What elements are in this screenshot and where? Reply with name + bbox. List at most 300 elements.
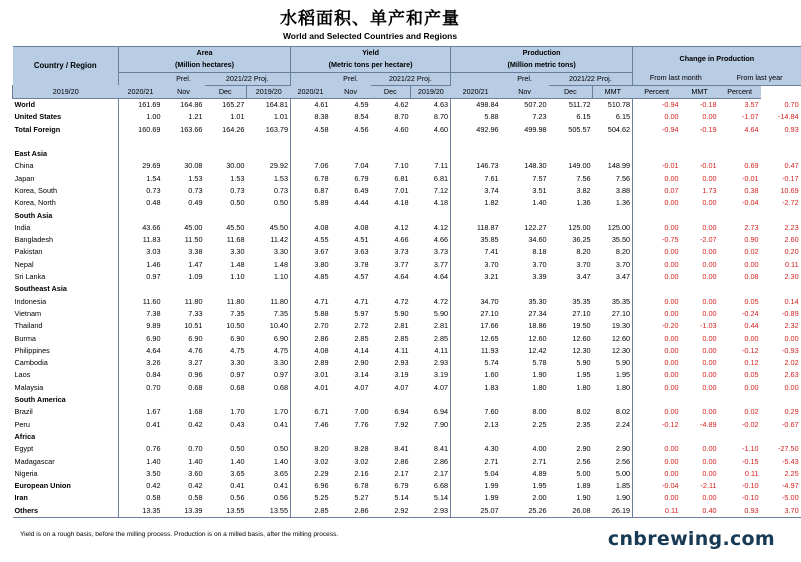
cell-value: 3.19 — [394, 370, 409, 380]
cell-value: -14.84 — [777, 112, 799, 122]
cell-value: 7.35 — [230, 308, 245, 318]
col-header-year: 2019/20 — [247, 85, 291, 98]
cell-value: 2.71 — [532, 456, 547, 466]
cell-value: 1.95 — [615, 370, 631, 380]
cell-value: 0.44 — [744, 321, 759, 331]
cell-value: 1.82 — [451, 197, 501, 209]
cell-value: 2.56 — [615, 456, 631, 466]
cell-value: 0.50 — [230, 198, 245, 208]
rice-data-table — [12, 46, 801, 518]
country-label: Japan — [14, 173, 35, 183]
cell-value: 0.97 — [273, 370, 289, 380]
cell-value: 0.00 — [633, 246, 681, 258]
cell-value: 1.36 — [576, 198, 591, 208]
country-label: Laos — [14, 370, 31, 380]
col-header-percent: Percent — [719, 85, 761, 98]
col-header-yield-unit: (Metric tons per hectare) — [291, 59, 451, 72]
cell-value: 0.50 — [273, 444, 289, 454]
cell-value: 4.08 — [354, 222, 369, 232]
cell-value: 0.47 — [784, 161, 799, 171]
cell-value: 0.58 — [119, 492, 163, 504]
cell-value: 3.27 — [188, 358, 203, 368]
cell-value: 0.41 — [273, 481, 289, 491]
cell-value: 0.00 — [702, 173, 717, 183]
cell-value: 45.50 — [226, 222, 245, 232]
cell-value: 3.65 — [230, 468, 245, 478]
cell-value: 0.93 — [784, 124, 799, 134]
cell-value: 2.89 — [291, 357, 331, 369]
country-label: Bangladesh — [14, 235, 54, 245]
table-row — [13, 419, 801, 431]
cell-value: 3.78 — [354, 259, 369, 269]
cell-value: 4.01 — [291, 382, 331, 394]
cell-value: 2.85 — [433, 333, 449, 343]
cell-value: 163.79 — [265, 124, 289, 134]
cell-value: 0.68 — [188, 382, 203, 392]
table-row — [13, 185, 801, 197]
cell-value: 11.83 — [119, 234, 163, 246]
cell-value: 3.77 — [433, 259, 449, 269]
cell-value: 4.56 — [354, 124, 369, 134]
cell-value: 3.19 — [433, 370, 449, 380]
cell-value: 0.48 — [119, 197, 163, 209]
table-row — [13, 492, 801, 504]
cell-value: 2.25 — [784, 468, 799, 478]
cell-value: 3.74 — [451, 185, 501, 197]
cell-value: 2.85 — [394, 333, 409, 343]
cell-value: 2.72 — [354, 321, 369, 331]
country-label: Sri Lanka — [14, 272, 46, 282]
cell-value: 4.64 — [119, 345, 163, 357]
cell-value: 164.86 — [180, 100, 203, 110]
cell-value: 5.88 — [291, 308, 331, 320]
cell-value: 1.89 — [576, 481, 591, 491]
cell-value: 18.86 — [528, 321, 547, 331]
cell-value: 1.53 — [273, 173, 289, 183]
cell-value: 4.76 — [188, 345, 203, 355]
cell-value: 3.51 — [532, 185, 547, 195]
cell-value: 4.57 — [354, 272, 369, 282]
cell-value: 2.93 — [433, 358, 449, 368]
cell-value: 6.94 — [394, 407, 409, 417]
table-row — [13, 345, 801, 357]
cell-value: 25.26 — [501, 505, 549, 518]
cell-value: 27.10 — [572, 308, 591, 318]
cell-value: 17.66 — [451, 320, 501, 332]
cell-value: 2.92 — [371, 505, 411, 518]
cell-value: 8.00 — [532, 407, 547, 417]
cell-value: 30.08 — [184, 161, 203, 171]
table-row — [13, 296, 801, 308]
cell-value: -0.19 — [699, 124, 717, 134]
cell-value: 0.00 — [702, 308, 717, 318]
cell-value: 2.23 — [784, 222, 799, 232]
cell-value: 1.40 — [119, 456, 163, 468]
cell-value: 3.38 — [188, 247, 203, 257]
cell-value: 2.86 — [291, 333, 331, 345]
cell-value: 8.41 — [433, 444, 449, 454]
cell-value: 1.09 — [188, 272, 203, 282]
cell-value: 2.32 — [784, 321, 799, 331]
cell-value: 6.15 — [615, 112, 631, 122]
cell-value: 0.29 — [784, 407, 799, 417]
table-row — [13, 234, 801, 246]
cell-value: 5.97 — [354, 308, 369, 318]
cell-value: 0.00 — [744, 259, 759, 269]
table-row — [13, 160, 801, 172]
col-header-prel: Prel. — [331, 72, 371, 85]
table-row — [13, 173, 801, 185]
col-header-production-unit: (Million metric tons) — [451, 59, 633, 72]
col-header-proj: 2021/22 Proj. — [205, 72, 291, 85]
cell-value: 1.40 — [532, 198, 547, 208]
cell-value: 0.05 — [744, 296, 759, 306]
cell-value: 3.67 — [291, 246, 331, 258]
cell-value: -0.89 — [782, 308, 799, 318]
cell-value: 4.55 — [291, 234, 331, 246]
cell-value: 7.06 — [291, 160, 331, 172]
cell-value: 7.01 — [394, 185, 409, 195]
cell-value: -0.02 — [741, 419, 759, 429]
cell-value: 0.69 — [744, 161, 759, 171]
cell-value: 1.40 — [273, 456, 289, 466]
table-row — [13, 259, 801, 271]
cell-value: 35.50 — [611, 235, 631, 245]
table-row — [13, 333, 801, 345]
cell-value: 7.23 — [532, 112, 547, 122]
cell-value: 4.07 — [394, 382, 409, 392]
cell-value: 125.00 — [568, 222, 591, 232]
cell-value: 149.00 — [568, 161, 591, 171]
cell-value: 29.92 — [269, 161, 289, 171]
cell-value: 0.40 — [681, 505, 719, 518]
col-header-yield: Yield — [291, 47, 451, 60]
country-label: Nigeria — [14, 468, 38, 478]
cell-value: 5.88 — [451, 111, 501, 123]
cell-value: 0.73 — [230, 185, 245, 195]
table-row — [13, 246, 801, 258]
cell-value: 12.30 — [611, 345, 631, 355]
cell-value: 1.90 — [532, 370, 547, 380]
cell-value: 3.77 — [394, 259, 409, 269]
cell-value: 7.12 — [433, 185, 449, 195]
cell-value: 0.00 — [633, 357, 681, 369]
cell-value: 6.81 — [394, 173, 409, 183]
cell-value: 4.66 — [433, 235, 449, 245]
cell-value: 7.92 — [394, 419, 409, 429]
cell-value: 507.20 — [524, 100, 547, 110]
cell-value: 45.00 — [184, 222, 203, 232]
cell-value: 2.17 — [433, 468, 449, 478]
table-body — [13, 99, 801, 518]
cell-value: 1.21 — [188, 112, 203, 122]
cell-value: 6.78 — [291, 173, 331, 185]
cell-value: 13.55 — [205, 505, 247, 518]
cell-value: 0.00 — [633, 382, 681, 394]
cell-value: 0.00 — [784, 382, 799, 392]
cell-value: 0.00 — [702, 272, 717, 282]
cell-value: 4.61 — [291, 99, 331, 112]
cell-value: 13.39 — [163, 505, 205, 518]
region-row — [13, 394, 801, 406]
cell-value: 6.49 — [354, 185, 369, 195]
country-label: Iran — [14, 493, 28, 503]
cell-value: 0.00 — [633, 406, 681, 418]
cell-value: 0.12 — [744, 358, 759, 368]
cell-value: 0.70 — [188, 444, 203, 454]
col-header-nov: Nov — [331, 85, 371, 98]
cell-value: 1.68 — [188, 407, 203, 417]
page-subtitle: World and Selected Countries and Regions — [282, 31, 458, 41]
cell-value: 5.90 — [615, 358, 631, 368]
cell-value: 6.90 — [119, 333, 163, 345]
cell-value: 2.24 — [615, 419, 631, 429]
cell-value: 3.70 — [532, 259, 547, 269]
col-header-dec: Dec — [549, 85, 593, 98]
cell-value: 4.30 — [451, 443, 501, 455]
cell-value: 0.00 — [702, 296, 717, 306]
cell-value: 1.85 — [615, 481, 631, 491]
cell-value: 5.04 — [451, 468, 501, 480]
table-row — [13, 124, 801, 136]
cell-value: 4.44 — [354, 198, 369, 208]
cell-value: 4.64 — [394, 272, 409, 282]
page-title: 水稻面积、单产和产量 — [280, 9, 460, 29]
cell-value: 4.64 — [433, 272, 449, 282]
col-header-from-year: From last year — [719, 72, 801, 85]
cell-value: 2.00 — [532, 493, 547, 503]
cell-value: 4.58 — [291, 124, 331, 136]
cell-value: 11.68 — [226, 235, 245, 245]
table-row — [13, 443, 801, 455]
country-label: United States — [14, 112, 62, 122]
region-row — [13, 148, 801, 160]
cell-value: 0.76 — [119, 443, 163, 455]
region-row — [13, 210, 801, 222]
cell-value: 26.19 — [593, 505, 633, 518]
cell-value: 1.90 — [615, 493, 631, 503]
cell-value: 161.69 — [119, 99, 163, 112]
cell-value: 0.41 — [273, 419, 289, 429]
cell-value: 12.60 — [611, 333, 631, 343]
cell-value: 6.90 — [188, 333, 203, 343]
cell-value: -27.50 — [777, 444, 799, 454]
cell-value: -0.67 — [782, 419, 799, 429]
cell-value: 7.11 — [434, 161, 449, 171]
cell-value: 0.50 — [273, 198, 289, 208]
cell-value: 0.42 — [119, 480, 163, 492]
cell-value: 2.90 — [354, 358, 369, 368]
region-label: South Asia — [14, 210, 53, 220]
cell-value: 1.36 — [615, 198, 631, 208]
country-label: Cambodia — [14, 358, 48, 368]
cell-value: 3.01 — [291, 369, 331, 381]
cell-value: 4.63 — [433, 100, 449, 110]
cell-value: 4.11 — [434, 345, 449, 355]
cell-value: 11.42 — [270, 235, 289, 245]
cell-value: 0.00 — [702, 468, 717, 478]
cell-value: 0.00 — [633, 333, 681, 345]
cell-value: 0.73 — [188, 185, 203, 195]
cell-value: 0.41 — [119, 419, 163, 431]
cell-value: 3.70 — [615, 259, 631, 269]
cell-value: 1.47 — [188, 259, 203, 269]
cell-value: 26.08 — [549, 505, 593, 518]
country-label: India — [14, 222, 31, 232]
col-header-area: Area — [119, 47, 291, 60]
country-label: European Union — [14, 481, 71, 491]
cell-value: -0.12 — [741, 345, 759, 355]
cell-value: 12.60 — [572, 333, 591, 343]
cell-value: 7.38 — [119, 308, 163, 320]
col-header-proj: 2021/22 Proj. — [549, 72, 633, 85]
cell-value: 4.59 — [354, 100, 369, 110]
table-row — [13, 382, 801, 394]
cell-value: 0.97 — [119, 271, 163, 283]
cell-value: 0.08 — [744, 272, 759, 282]
col-header-prel: Prel. — [501, 72, 549, 85]
cell-value: -5.00 — [782, 493, 799, 503]
country-label: Malaysia — [14, 382, 44, 392]
cell-value: 1.48 — [230, 259, 245, 269]
cell-value: 5.78 — [532, 358, 547, 368]
cell-value: 36.25 — [572, 235, 591, 245]
cell-value: 11.80 — [270, 296, 289, 306]
cell-value: 2.85 — [354, 333, 369, 343]
cell-value: 2.29 — [291, 468, 331, 480]
cell-value: 7.76 — [354, 419, 369, 429]
cell-value: 3.70 — [576, 259, 591, 269]
country-label: Indonesia — [14, 296, 47, 306]
cell-value: 1.70 — [273, 407, 289, 417]
cell-value: 3.30 — [273, 358, 289, 368]
cell-value: 498.84 — [451, 99, 501, 112]
cell-value: 5.14 — [394, 493, 409, 503]
col-header-dec: Dec — [205, 85, 247, 98]
cell-value: -2.07 — [699, 235, 717, 245]
cell-value: 0.07 — [633, 185, 681, 197]
cell-value: 0.68 — [230, 382, 245, 392]
country-label: Peru — [14, 419, 30, 429]
cell-value: 2.81 — [433, 321, 449, 331]
cell-value: 0.96 — [188, 370, 203, 380]
cell-value: 3.47 — [576, 272, 591, 282]
cell-value: -0.18 — [699, 100, 717, 110]
cell-value: 0.00 — [633, 173, 681, 185]
cell-value: 1.53 — [230, 173, 245, 183]
cell-value: 0.56 — [273, 493, 289, 503]
col-header-area-unit: (Million hectares) — [119, 59, 291, 72]
cell-value: 5.90 — [576, 358, 591, 368]
cell-value: 29.69 — [119, 160, 163, 172]
cell-value: 4.89 — [532, 468, 547, 478]
cell-value: 1.40 — [188, 456, 203, 466]
cell-value: 0.00 — [633, 222, 681, 234]
cell-value: 8.38 — [291, 111, 331, 123]
cell-value: 1.73 — [702, 185, 717, 195]
cell-value: 4.60 — [394, 124, 409, 134]
watermark: cnbrewing.com — [607, 528, 775, 550]
cell-value: 7.41 — [451, 246, 501, 258]
cell-value: 4.72 — [433, 296, 449, 306]
cell-value: -0.12 — [633, 419, 681, 431]
cell-value: 1.01 — [230, 112, 245, 122]
cell-value: 5.25 — [291, 492, 331, 504]
cell-value: 2.60 — [784, 235, 799, 245]
cell-value: 2.71 — [451, 456, 501, 468]
cell-value: 4.60 — [433, 124, 449, 134]
cell-value: 510.78 — [607, 100, 631, 110]
cell-value: 0.00 — [633, 492, 681, 504]
cell-value: 0.84 — [119, 369, 163, 381]
cell-value: 3.70 — [451, 259, 501, 271]
table-row — [13, 505, 801, 518]
spacer-row — [13, 136, 801, 148]
col-header-nov: Nov — [501, 85, 549, 98]
country-label: China — [14, 161, 34, 171]
cell-value: 5.90 — [394, 308, 409, 318]
cell-value: 0.00 — [702, 456, 717, 466]
country-label: World — [14, 100, 36, 110]
col-header-from-month: From last month — [633, 72, 719, 85]
cell-value: 2.93 — [411, 505, 451, 518]
cell-value: 163.66 — [180, 124, 203, 134]
cell-value: 6.79 — [394, 481, 409, 491]
cell-value: 146.73 — [451, 160, 501, 172]
cell-value: 0.00 — [702, 345, 717, 355]
cell-value: 7.46 — [291, 419, 331, 431]
cell-value: -1.07 — [741, 112, 759, 122]
cell-value: 35.85 — [451, 234, 501, 246]
cell-value: 164.26 — [222, 124, 245, 134]
cell-value: -0.01 — [699, 161, 717, 171]
cell-value: 0.00 — [702, 370, 717, 380]
cell-value: 8.18 — [532, 247, 547, 257]
cell-value: 2.56 — [576, 456, 591, 466]
cell-value: 2.16 — [354, 468, 369, 478]
cell-value: 8.41 — [394, 444, 409, 454]
cell-value: 10.51 — [184, 321, 203, 331]
cell-value: 4.00 — [532, 444, 547, 454]
col-header-production: Production — [451, 47, 633, 60]
cell-value: 8.54 — [354, 112, 369, 122]
cell-value: 11.80 — [184, 296, 203, 306]
cell-value: -0.10 — [741, 493, 759, 503]
cell-value: 0.00 — [702, 259, 717, 269]
cell-value: 2.30 — [784, 272, 799, 282]
cell-value: 13.35 — [119, 505, 163, 518]
cell-value: 43.66 — [119, 222, 163, 234]
cell-value: 2.17 — [394, 468, 409, 478]
cell-value: 2.73 — [744, 222, 759, 232]
cell-value: 0.02 — [744, 247, 759, 257]
table-row — [13, 357, 801, 369]
cell-value: 27.34 — [528, 308, 547, 318]
cell-value: 6.78 — [354, 481, 369, 491]
cell-value: 2.90 — [576, 444, 591, 454]
cell-value: 6.71 — [291, 406, 331, 418]
cell-value: 0.97 — [230, 370, 245, 380]
cell-value: 3.60 — [188, 468, 203, 478]
cell-value: 7.10 — [394, 161, 409, 171]
cell-value: 27.10 — [611, 308, 631, 318]
cell-value: -1.03 — [699, 321, 717, 331]
cell-value: 34.70 — [451, 296, 501, 308]
cell-value: 125.00 — [607, 222, 631, 232]
cell-value: 1.46 — [119, 259, 163, 271]
cell-value: 2.63 — [784, 370, 799, 380]
cell-value: 5.90 — [433, 308, 449, 318]
